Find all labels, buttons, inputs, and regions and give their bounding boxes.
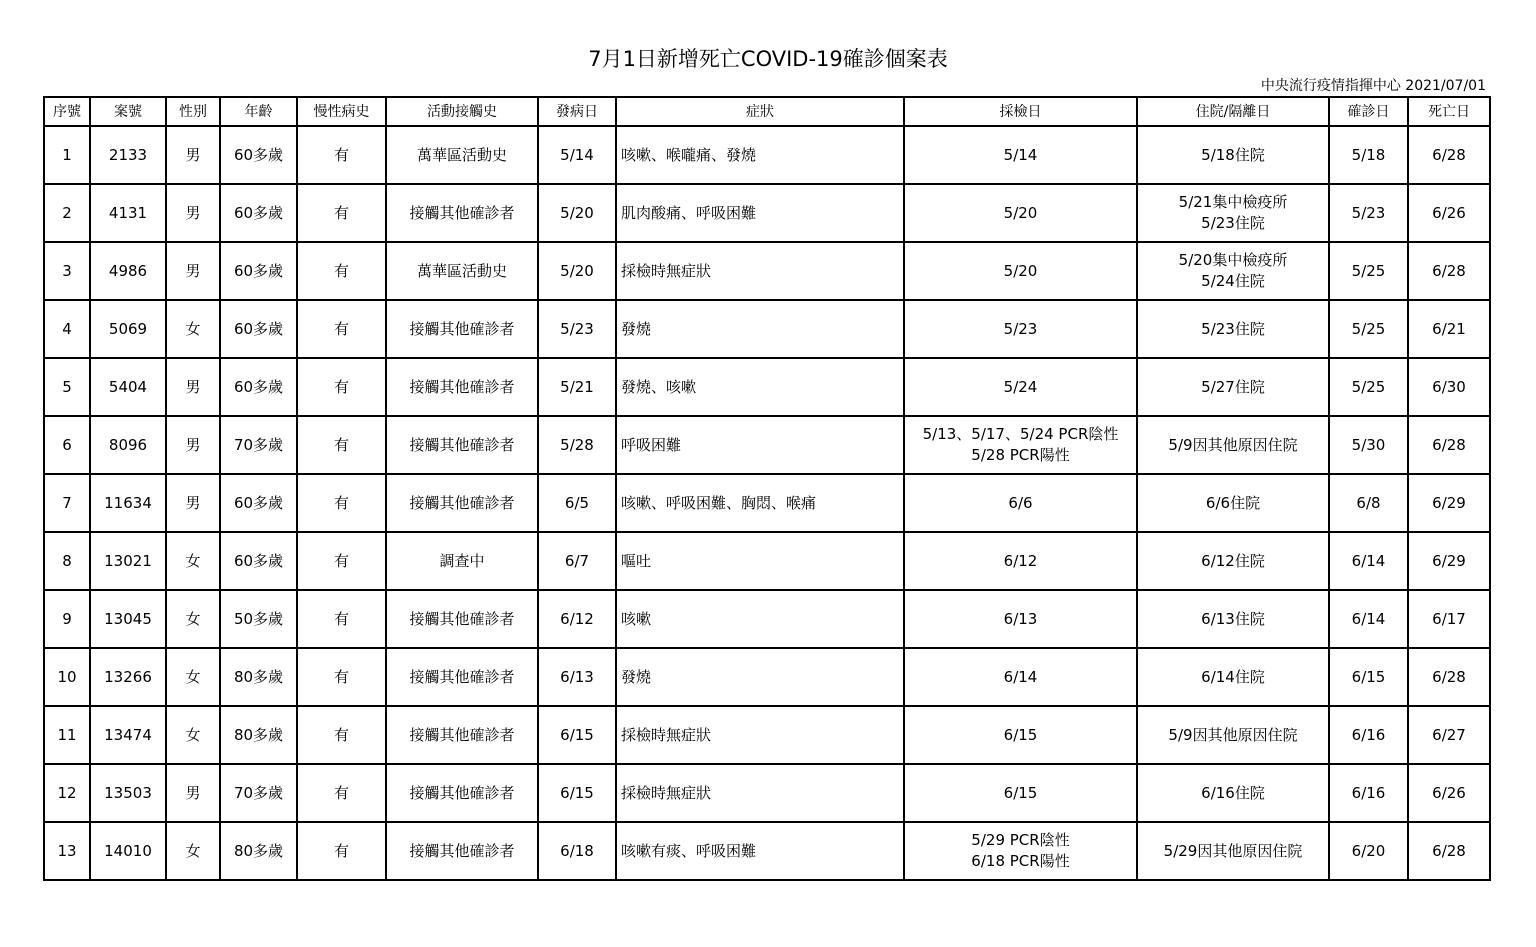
sex-cell: 女 xyxy=(166,300,220,358)
sex-cell: 女 xyxy=(166,706,220,764)
contact-history-cell: 接觸其他確診者 xyxy=(386,822,538,880)
sampling-date-line: 6/12 xyxy=(1003,551,1038,570)
chronic-disease-cell: 有 xyxy=(297,126,386,184)
death-date-cell: 6/28 xyxy=(1408,416,1490,474)
header-cell: 序號 xyxy=(44,97,90,126)
symptoms-cell: 肌肉酸痛、呼吸困難 xyxy=(616,184,904,242)
symptoms-cell: 嘔吐 xyxy=(616,532,904,590)
sex-cell: 女 xyxy=(166,590,220,648)
table-row xyxy=(44,590,1490,648)
age-cell: 80多歲 xyxy=(220,822,297,880)
table-row xyxy=(44,822,1490,880)
source-and-date: 中央流行疫情指揮中心 2021/07/01 xyxy=(1260,78,1486,94)
table-row xyxy=(44,126,1490,184)
onset-date-cell: 6/15 xyxy=(538,706,616,764)
row-number-cell: 6 xyxy=(44,416,90,474)
onset-date-cell: 6/7 xyxy=(538,532,616,590)
hospitalization-line: 5/18住院 xyxy=(1201,145,1265,164)
chronic-disease-cell: 有 xyxy=(297,300,386,358)
confirmed-date-cell: 5/18 xyxy=(1329,126,1408,184)
hospitalization-line: 5/29因其他原因住院 xyxy=(1163,841,1303,860)
sampling-date-cell xyxy=(904,242,1137,300)
row-number-cell: 8 xyxy=(44,532,90,590)
header-cell: 性別 xyxy=(166,97,220,126)
sampling-date-line: 6/15 xyxy=(1003,725,1038,744)
hospitalization-cell xyxy=(1137,764,1329,822)
sampling-date-cell xyxy=(904,300,1137,358)
chronic-disease-cell: 有 xyxy=(297,590,386,648)
hospitalization-cell xyxy=(1137,300,1329,358)
row-number-cell: 12 xyxy=(44,764,90,822)
table-row xyxy=(44,648,1490,706)
row-number-cell: 10 xyxy=(44,648,90,706)
row-number-cell: 1 xyxy=(44,126,90,184)
onset-date-cell: 5/14 xyxy=(538,126,616,184)
hospitalization-line: 6/12住院 xyxy=(1201,551,1265,570)
header-cell: 採檢日 xyxy=(904,97,1137,126)
hospitalization-line: 5/9因其他原因住院 xyxy=(1168,435,1298,454)
case-id-cell: 14010 xyxy=(90,822,166,880)
sampling-date-cell xyxy=(904,474,1137,532)
contact-history-cell: 接觸其他確診者 xyxy=(386,184,538,242)
chronic-disease-cell: 有 xyxy=(297,648,386,706)
header-cell: 案號 xyxy=(90,97,166,126)
case-id-cell: 5069 xyxy=(90,300,166,358)
header-cell: 確診日 xyxy=(1329,97,1408,126)
sampling-date-cell xyxy=(904,184,1137,242)
symptoms-cell: 發燒、咳嗽 xyxy=(616,358,904,416)
case-id-cell: 4986 xyxy=(90,242,166,300)
hospitalization-line: 6/6住院 xyxy=(1205,493,1261,512)
document-title: 7月1日新增死亡COVID-19確診個案表 xyxy=(588,47,948,71)
contact-history-cell: 接觸其他確診者 xyxy=(386,648,538,706)
sampling-date-line: 5/20 xyxy=(1003,261,1038,280)
sampling-date-cell xyxy=(904,126,1137,184)
sampling-date-line: 5/24 xyxy=(1003,377,1038,396)
hospitalization-line: 6/14住院 xyxy=(1201,667,1265,686)
table-row xyxy=(44,706,1490,764)
chronic-disease-cell: 有 xyxy=(297,532,386,590)
onset-date-cell: 5/23 xyxy=(538,300,616,358)
hospitalization-cell xyxy=(1137,474,1329,532)
confirmed-date-cell: 5/30 xyxy=(1329,416,1408,474)
death-case-table xyxy=(43,96,1491,881)
death-date-cell: 6/28 xyxy=(1408,648,1490,706)
row-number-cell: 5 xyxy=(44,358,90,416)
hospitalization-cell xyxy=(1137,242,1329,300)
header-cell: 症狀 xyxy=(616,97,904,126)
table-row xyxy=(44,474,1490,532)
sex-cell: 男 xyxy=(166,764,220,822)
onset-date-cell: 5/21 xyxy=(538,358,616,416)
onset-date-cell: 6/5 xyxy=(538,474,616,532)
sex-cell: 男 xyxy=(166,126,220,184)
death-date-cell: 6/17 xyxy=(1408,590,1490,648)
death-date-cell: 6/26 xyxy=(1408,184,1490,242)
case-id-cell: 11634 xyxy=(90,474,166,532)
row-number-cell: 11 xyxy=(44,706,90,764)
age-cell: 80多歲 xyxy=(220,706,297,764)
sampling-date-line: 5/20 xyxy=(1003,203,1038,222)
symptoms-cell: 咳嗽有痰、呼吸困難 xyxy=(616,822,904,880)
hospitalization-cell xyxy=(1137,532,1329,590)
age-cell: 60多歲 xyxy=(220,126,297,184)
header-cell: 活動接觸史 xyxy=(386,97,538,126)
confirmed-date-cell: 6/8 xyxy=(1329,474,1408,532)
age-cell: 60多歲 xyxy=(220,242,297,300)
age-cell: 80多歲 xyxy=(220,648,297,706)
hospitalization-line: 5/24住院 xyxy=(1201,272,1265,290)
onset-date-cell: 6/12 xyxy=(538,590,616,648)
table-row xyxy=(44,242,1490,300)
contact-history-cell: 接觸其他確診者 xyxy=(386,764,538,822)
sampling-date-cell xyxy=(904,416,1137,474)
case-id-cell: 4131 xyxy=(90,184,166,242)
symptoms-cell: 咳嗽、喉嚨痛、發燒 xyxy=(616,126,904,184)
onset-date-cell: 5/20 xyxy=(538,184,616,242)
hospitalization-line: 5/23住院 xyxy=(1201,319,1265,338)
sampling-date-line: 5/23 xyxy=(1003,319,1038,338)
sampling-date-cell xyxy=(904,822,1137,880)
confirmed-date-cell: 6/16 xyxy=(1329,706,1408,764)
sampling-date-cell xyxy=(904,590,1137,648)
confirmed-date-cell: 6/14 xyxy=(1329,590,1408,648)
sex-cell: 男 xyxy=(166,242,220,300)
table-row xyxy=(44,358,1490,416)
hospitalization-line: 5/9因其他原因住院 xyxy=(1168,725,1298,744)
confirmed-date-cell: 5/25 xyxy=(1329,300,1408,358)
row-number-cell: 4 xyxy=(44,300,90,358)
sampling-date-line: 5/13、5/17、5/24 PCR陰性 xyxy=(922,425,1119,443)
sampling-date-line: 6/15 xyxy=(1003,783,1038,802)
symptoms-cell: 發燒 xyxy=(616,648,904,706)
age-cell: 70多歲 xyxy=(220,764,297,822)
age-cell: 70多歲 xyxy=(220,416,297,474)
chronic-disease-cell: 有 xyxy=(297,184,386,242)
symptoms-cell: 呼吸困難 xyxy=(616,416,904,474)
age-cell: 60多歲 xyxy=(220,532,297,590)
symptoms-cell: 採檢時無症狀 xyxy=(616,706,904,764)
table-row xyxy=(44,300,1490,358)
case-id-cell: 13503 xyxy=(90,764,166,822)
onset-date-cell: 6/15 xyxy=(538,764,616,822)
case-id-cell: 8096 xyxy=(90,416,166,474)
death-date-cell: 6/28 xyxy=(1408,126,1490,184)
row-number-cell: 2 xyxy=(44,184,90,242)
sampling-date-line: 6/14 xyxy=(1003,667,1038,686)
hospitalization-line: 5/23住院 xyxy=(1201,214,1265,232)
onset-date-cell: 5/28 xyxy=(538,416,616,474)
sex-cell: 女 xyxy=(166,822,220,880)
sampling-date-line: 5/28 PCR陽性 xyxy=(971,446,1070,464)
sex-cell: 男 xyxy=(166,184,220,242)
table-row xyxy=(44,764,1490,822)
row-number-cell: 13 xyxy=(44,822,90,880)
sampling-date-cell xyxy=(904,358,1137,416)
hospitalization-cell xyxy=(1137,358,1329,416)
onset-date-cell: 6/18 xyxy=(538,822,616,880)
table-body xyxy=(44,126,1490,880)
sampling-date-cell xyxy=(904,532,1137,590)
hospitalization-cell xyxy=(1137,648,1329,706)
case-id-cell: 13021 xyxy=(90,532,166,590)
hospitalization-cell xyxy=(1137,706,1329,764)
contact-history-cell: 萬華區活動史 xyxy=(386,242,538,300)
hospitalization-line: 6/13住院 xyxy=(1201,609,1265,628)
age-cell: 50多歲 xyxy=(220,590,297,648)
contact-history-cell: 萬華區活動史 xyxy=(386,126,538,184)
symptoms-cell: 咳嗽 xyxy=(616,590,904,648)
case-id-cell: 13045 xyxy=(90,590,166,648)
sampling-date-line: 6/18 PCR陽性 xyxy=(971,852,1070,870)
table-header-row xyxy=(44,97,1490,126)
row-number-cell: 3 xyxy=(44,242,90,300)
case-id-cell: 5404 xyxy=(90,358,166,416)
confirmed-date-cell: 5/25 xyxy=(1329,242,1408,300)
symptoms-cell: 採檢時無症狀 xyxy=(616,764,904,822)
death-date-cell: 6/28 xyxy=(1408,242,1490,300)
chronic-disease-cell: 有 xyxy=(297,706,386,764)
onset-date-cell: 6/13 xyxy=(538,648,616,706)
contact-history-cell: 接觸其他確診者 xyxy=(386,590,538,648)
chronic-disease-cell: 有 xyxy=(297,474,386,532)
symptoms-cell: 採檢時無症狀 xyxy=(616,242,904,300)
table-row xyxy=(44,532,1490,590)
contact-history-cell: 接觸其他確診者 xyxy=(386,474,538,532)
sex-cell: 女 xyxy=(166,532,220,590)
hospitalization-line: 5/27住院 xyxy=(1201,377,1265,396)
chronic-disease-cell: 有 xyxy=(297,764,386,822)
confirmed-date-cell: 6/16 xyxy=(1329,764,1408,822)
onset-date-cell: 5/20 xyxy=(538,242,616,300)
sampling-date-line: 5/14 xyxy=(1003,145,1038,164)
hospitalization-line: 5/20集中檢疫所 xyxy=(1178,251,1288,269)
sex-cell: 男 xyxy=(166,474,220,532)
age-cell: 60多歲 xyxy=(220,474,297,532)
age-cell: 60多歲 xyxy=(220,184,297,242)
contact-history-cell: 接觸其他確診者 xyxy=(386,358,538,416)
death-date-cell: 6/29 xyxy=(1408,474,1490,532)
confirmed-date-cell: 5/25 xyxy=(1329,358,1408,416)
hospitalization-line: 6/16住院 xyxy=(1201,783,1265,802)
header-cell: 慢性病史 xyxy=(297,97,386,126)
table-row xyxy=(44,184,1490,242)
confirmed-date-cell: 6/15 xyxy=(1329,648,1408,706)
chronic-disease-cell: 有 xyxy=(297,416,386,474)
chronic-disease-cell: 有 xyxy=(297,822,386,880)
age-cell: 60多歲 xyxy=(220,300,297,358)
hospitalization-cell xyxy=(1137,416,1329,474)
confirmed-date-cell: 6/14 xyxy=(1329,532,1408,590)
sampling-date-line: 6/13 xyxy=(1003,609,1038,628)
header-cell: 年齡 xyxy=(220,97,297,126)
death-date-cell: 6/29 xyxy=(1408,532,1490,590)
hospitalization-cell xyxy=(1137,126,1329,184)
sex-cell: 女 xyxy=(166,648,220,706)
header-cell: 發病日 xyxy=(538,97,616,126)
age-cell: 60多歲 xyxy=(220,358,297,416)
hospitalization-cell xyxy=(1137,590,1329,648)
row-number-cell: 9 xyxy=(44,590,90,648)
sex-cell: 男 xyxy=(166,358,220,416)
hospitalization-line: 5/21集中檢疫所 xyxy=(1178,193,1288,211)
death-date-cell: 6/28 xyxy=(1408,822,1490,880)
case-id-cell: 2133 xyxy=(90,126,166,184)
sampling-date-cell xyxy=(904,706,1137,764)
hospitalization-cell xyxy=(1137,822,1329,880)
contact-history-cell: 接觸其他確診者 xyxy=(386,416,538,474)
death-date-cell: 6/30 xyxy=(1408,358,1490,416)
contact-history-cell: 接觸其他確診者 xyxy=(386,706,538,764)
confirmed-date-cell: 5/23 xyxy=(1329,184,1408,242)
hospitalization-cell xyxy=(1137,184,1329,242)
chronic-disease-cell: 有 xyxy=(297,242,386,300)
chronic-disease-cell: 有 xyxy=(297,358,386,416)
header-cell: 住院/隔離日 xyxy=(1137,97,1329,126)
sampling-date-line: 5/29 PCR陰性 xyxy=(971,831,1070,849)
symptoms-cell: 咳嗽、呼吸困難、胸悶、喉痛 xyxy=(616,474,904,532)
sampling-date-cell xyxy=(904,648,1137,706)
case-id-cell: 13266 xyxy=(90,648,166,706)
table-row xyxy=(44,416,1490,474)
sampling-date-cell xyxy=(904,764,1137,822)
header-cell: 死亡日 xyxy=(1408,97,1490,126)
row-number-cell: 7 xyxy=(44,474,90,532)
death-date-cell: 6/21 xyxy=(1408,300,1490,358)
sampling-date-line: 6/6 xyxy=(1008,493,1033,512)
confirmed-date-cell: 6/20 xyxy=(1329,822,1408,880)
contact-history-cell: 接觸其他確診者 xyxy=(386,300,538,358)
symptoms-cell: 發燒 xyxy=(616,300,904,358)
contact-history-cell: 調查中 xyxy=(386,532,538,590)
death-date-cell: 6/27 xyxy=(1408,706,1490,764)
death-date-cell: 6/26 xyxy=(1408,764,1490,822)
sex-cell: 男 xyxy=(166,416,220,474)
case-id-cell: 13474 xyxy=(90,706,166,764)
